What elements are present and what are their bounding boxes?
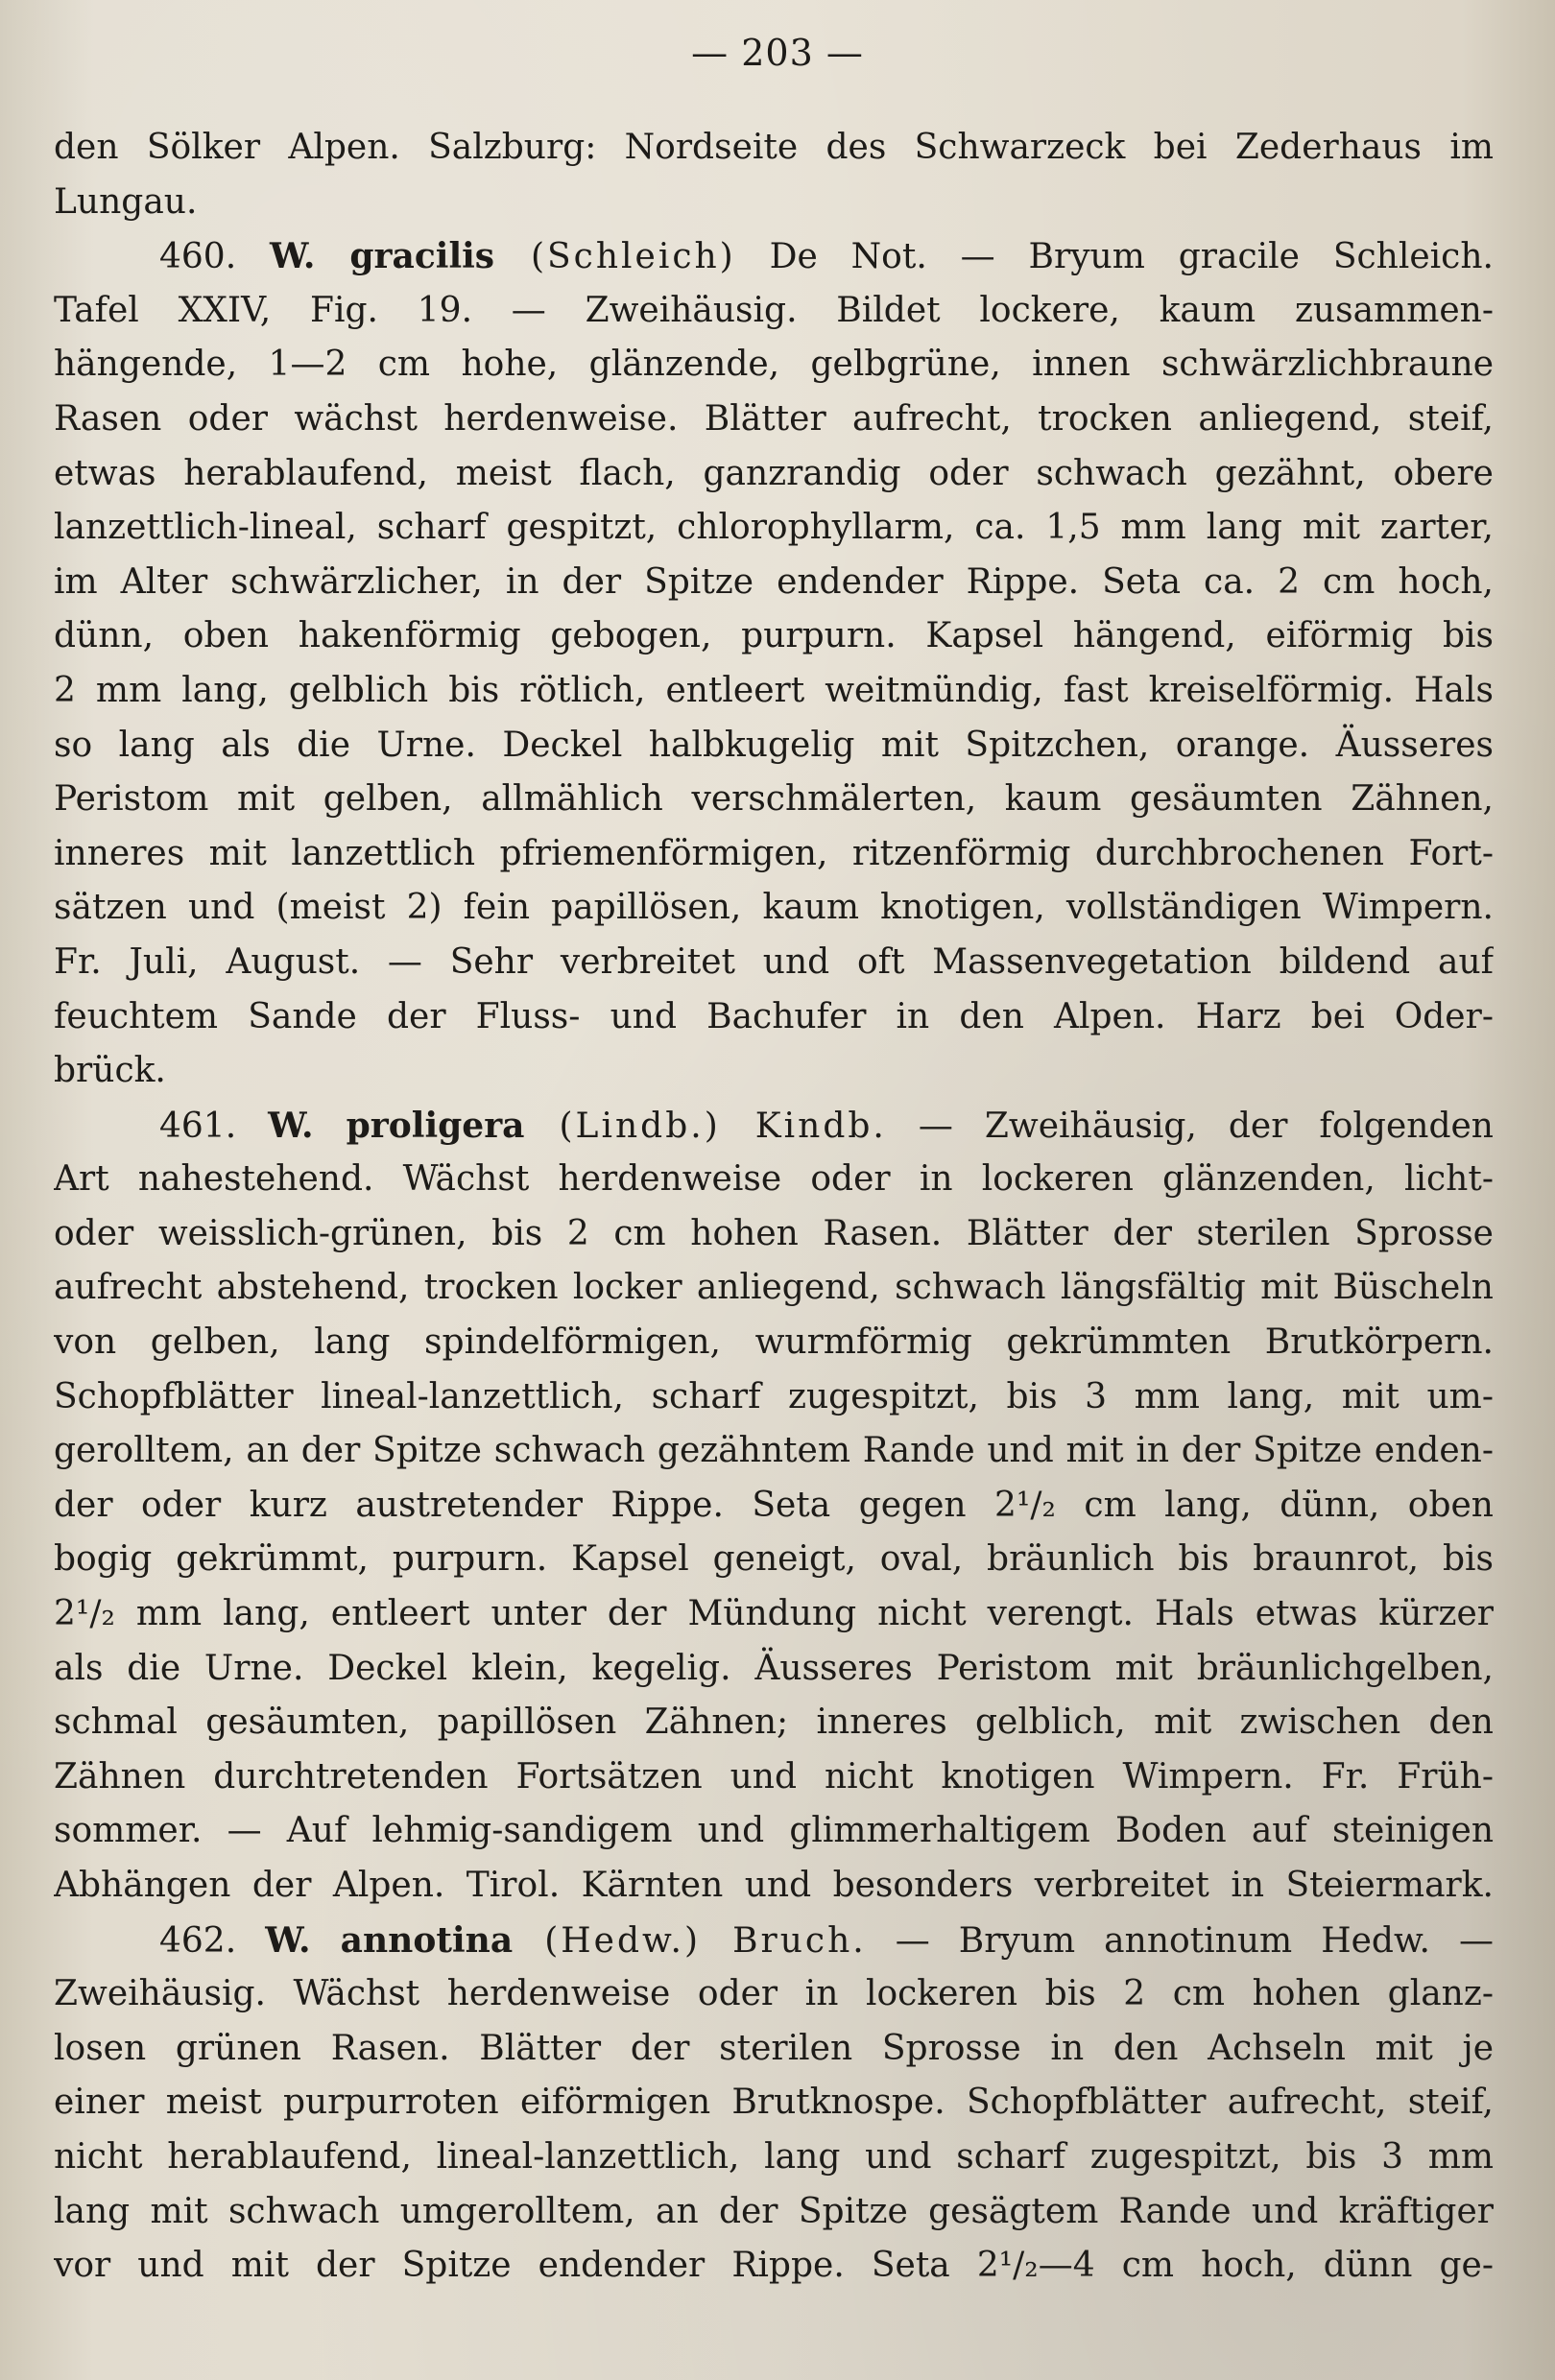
text-line: Fr. Juli, August. — Sehr verbreitet und oft Massenvegetation bildend auf <box>54 941 1494 982</box>
species-synonym: — Zweihäusig, der folgenden <box>886 1106 1494 1146</box>
text-line: sommer. — Auf lehmig-sandigem und glimmerhaltigem Boden auf steinigen <box>54 1811 1494 1851</box>
species-name: W. proligera <box>268 1105 525 1146</box>
text-line: brück. <box>54 1051 166 1091</box>
species-heading-462 <box>54 1914 1494 1968</box>
text-line: Zweihäusig. Wächst herdenweise oder in lockeren bis 2 cm hohen glanz- <box>54 1974 1494 2014</box>
page-number: — 203 — <box>691 32 864 74</box>
text-line: Rasen oder wächst herdenweise. Blätter aufrecht, trocken anliegend, steif, <box>54 398 1494 439</box>
text-line: Lungau. <box>54 181 198 222</box>
text-line: inneres mit lanzettlich pfriemenförmigen, ritzenförmig durchbrochenen Fort- <box>54 833 1494 873</box>
species-name: W. annotina <box>265 1919 514 1961</box>
text-line: oder weisslich-grünen, bis 2 cm hohen Rasen. Blätter der sterilen Sprosse <box>54 1213 1494 1253</box>
text-line: schmal gesäumten, papillösen Zähnen; inneres gelblich, mit zwischen den <box>54 1702 1494 1743</box>
text-line: sätzen und (meist 2) fein papillösen, kaum knotigen, vollständigen Wimpern. <box>54 888 1494 928</box>
text-line: hängende, 1—2 cm hohe, glänzende, gelbgrüne, innen schwärzlichbraune <box>54 345 1494 385</box>
text-line: losen grünen Rasen. Blätter der sterilen Sprosse in den Achseln mit je <box>54 2028 1494 2068</box>
species-author: (Lindb.) Kindb. <box>524 1106 887 1146</box>
text-line: im Alter schwärzlicher, in der Spitze endender Rippe. Seta ca. 2 cm hoch, <box>54 561 1494 602</box>
text-line: Peristom mit gelben, allmählich verschmälerten, kaum gesäumten Zähnen, <box>54 779 1494 820</box>
text-line: 2¹/₂ mm lang, entleert unter der Mündung nicht verengt. Hals etwas kürzer <box>54 1594 1494 1634</box>
text-line: 2 mm lang, gelblich bis rötlich, entleert weitmündig, fast kreiselförmig. Hals <box>54 670 1494 710</box>
text-line: gerolltem, an der Spitze schwach gezähntem Rande und mit in der Spitze enden- <box>54 1431 1494 1471</box>
text-line: lang mit schwach umgerolltem, an der Spitze gesägtem Rande und kräftiger <box>54 2191 1494 2231</box>
species-name: W. gracilis <box>270 236 495 277</box>
text-line: der oder kurz austretender Rippe. Seta gegen 2¹/₂ cm lang, dünn, oben <box>54 1485 1494 1525</box>
text-line: einer meist purpurroten eiförmigen Brutknospe. Schopfblätter aufrecht, steif, <box>54 2082 1494 2123</box>
text-line: von gelben, lang spindelförmigen, wurmförmig gekrümmten Brutkörpern. <box>54 1322 1494 1363</box>
text-line: Zähnen durchtretenden Fortsätzen und nicht knotigen Wimpern. Fr. Früh- <box>54 1756 1494 1797</box>
text-line: Abhängen der Alpen. Tirol. Kärnten und besonders verbreitet in Steiermark. <box>54 1866 1494 1905</box>
species-synonym: — Bryum annotinum Hedw. — <box>866 1920 1494 1961</box>
text-line: nicht herablaufend, lineal-lanzettlich, lang und scharf zugespitzt, bis 3 mm <box>54 2136 1494 2177</box>
text-line: bogig gekrümmt, purpurn. Kapsel geneigt, oval, bräunlich bis braunrot, bis <box>54 1539 1494 1580</box>
species-heading-461 <box>54 1099 1494 1154</box>
text-line: aufrecht abstehend, trocken locker anliegend, schwach längsfältig mit Büscheln <box>54 1268 1494 1308</box>
species-author: (Hedw.) Bruch. <box>513 1920 867 1961</box>
text-line: vor und mit der Spitze endender Rippe. Seta 2¹/₂—4 cm hoch, dünn ge- <box>54 2246 1494 2286</box>
species-heading-460 <box>54 229 1494 284</box>
species-number: 462. <box>159 1920 266 1961</box>
text-line: dünn, oben hakenförmig gebogen, purpurn. Kapsel hängend, eiförmig bis <box>54 616 1494 656</box>
species-synonym: De Not. — Bryum gracile Schleich. <box>735 237 1494 277</box>
text-line: den Sölker Alpen. Salzburg: Nordseite des Schwarzeck bei Zederhaus im <box>54 128 1494 167</box>
species-number: 461. <box>159 1106 269 1146</box>
text-line: Art nahestehend. Wächst herdenweise oder in lockeren glänzenden, licht- <box>54 1159 1494 1200</box>
text-line: Schopfblätter lineal-lanzettlich, scharf zugespitzt, bis 3 mm lang, mit um- <box>54 1376 1494 1416</box>
text-line: so lang als die Urne. Deckel halbkugelig mit Spitzchen, orange. Äusseres <box>54 725 1494 765</box>
body-text <box>54 121 1494 2294</box>
species-number: 460. <box>159 237 271 277</box>
text-line: feuchtem Sande der Fluss- und Bachufer in den Alpen. Harz bei Oder- <box>54 996 1494 1036</box>
text-line: Tafel XXIV, Fig. 19. — Zweihäusig. Bildet lockere, kaum zusammen- <box>54 290 1494 330</box>
text-line: als die Urne. Deckel klein, kegelig. Äusseres Peristom mit bräunlichgelben, <box>54 1648 1494 1688</box>
species-author: (Schleich) <box>494 237 736 277</box>
text-line: etwas herablaufend, meist flach, ganzrandig oder schwach gezähnt, obere <box>54 453 1494 493</box>
text-line: lanzettlich-lineal, scharf gespitzt, chlorophyllarm, ca. 1,5 mm lang mit zarter, <box>54 508 1494 548</box>
